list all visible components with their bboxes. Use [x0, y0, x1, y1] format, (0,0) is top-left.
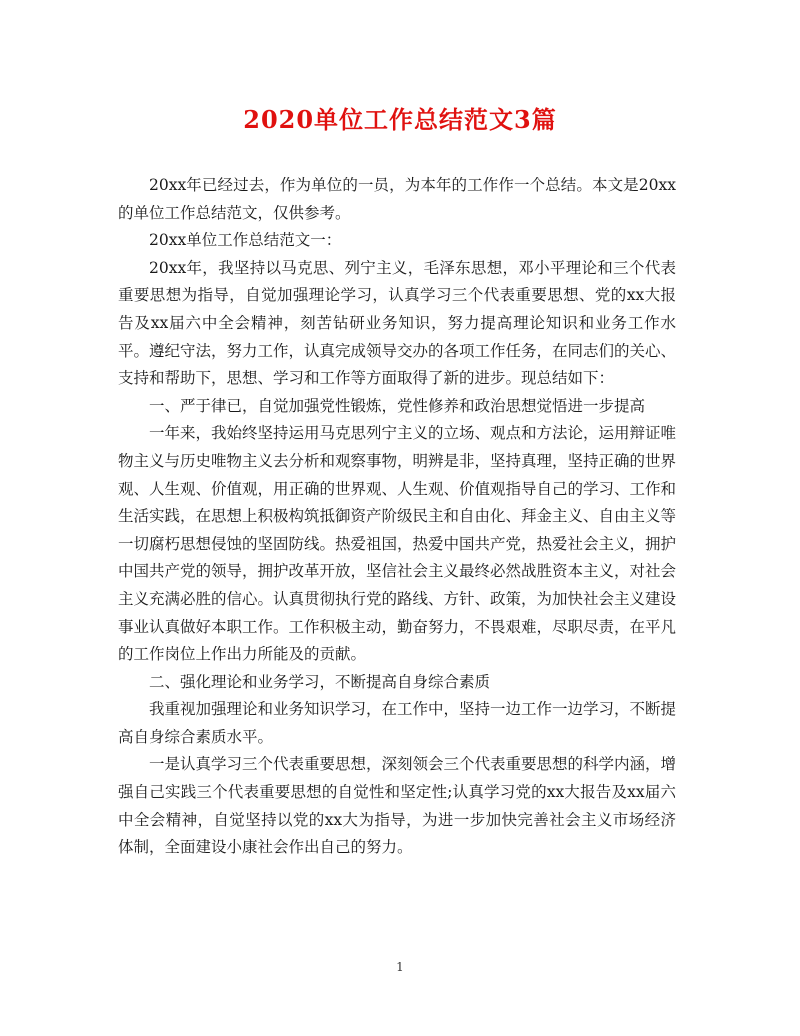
paragraph-intro: 20xx年已经过去，作为单位的一员，为本年的工作作一个总结。本文是20xx的单位工作总结范文，仅供参考。 — [118, 176, 676, 222]
paragraph-overview: 20xx年，我坚持以马克思、列宁主义，毛泽东思想，邓小平理论和三个代表重要思想为指导，自觉加强理论学习，认真学习三个代表重要思想、党的xx大报告及xx届六中全会精神，刻苦钻研业务知识，努力提高理论知识和业务工作水平。遵纪守法，努力工作，认真完成领导交办的各项工作任务，在同志们的关心、支持和帮助下，思想、学习和工作等方面取得了新的进步。现总结如下： — [118, 258, 677, 388]
paragraph-part-two: 我重视加强理论和业务知识学习，在工作中，坚持一边工作一边学习，不断提高自身综合素质水平。 — [118, 700, 677, 746]
paragraph-heading-two: 二、强化理论和业务学习，不断提高自身综合素质 — [149, 672, 491, 691]
paragraph-part-two-detail: 一是认真学习三个代表重要思想，深刻领会三个代表重要思想的科学内涵，增强自己实践三个代表重要思想的自觉性和坚定性;认真学习党的xx大报告及xx届六中全会精神，自觉坚持以党的xx大为指导，为进一步加快完善社会主义市场经济体制，全面建设小康社会作出自己的努力。 — [118, 755, 677, 857]
paragraph-part-one: 一年来，我始终坚持运用马克思列宁主义的立场、观点和方法论，运用辩证唯物主义与历史唯物主义去分析和观察事物，明辨是非，坚持真理，坚持正确的世界观、人生观、价值观，用正确的世界观、人生观、价值观指导自己的学习、工作和生活实践，在思想上积极构筑抵御资产阶级民主和自由化、拜金主义、自由主义等一切腐朽思想侵蚀的坚固防线。热爱祖国，热爱中国共产党，热爱社会主义，拥护中国共产党的领导，拥护改革开放，坚信社会主义最终必然战胜资本主义，对社会主义充满必胜的信心。认真贯彻执行党的路线、方针、政策，为加快社会主义建设事业认真做好本职工作。工作积极主动，勤奋努力，不畏艰难，尽职尽责，在平凡的工作岗位上作出力所能及的贡献。 — [118, 424, 677, 664]
page-number: 1 — [396, 960, 404, 974]
paragraph-section-heading: 20xx单位工作总结范文一： — [149, 231, 342, 250]
paragraph-heading-one: 一、严于律已，自觉加强党性锻炼，党性修养和政治思想觉悟进一步提高 — [149, 396, 646, 415]
document-title: 2020单位工作总结范文3篇 — [243, 105, 557, 134]
document-body — [118, 172, 676, 862]
